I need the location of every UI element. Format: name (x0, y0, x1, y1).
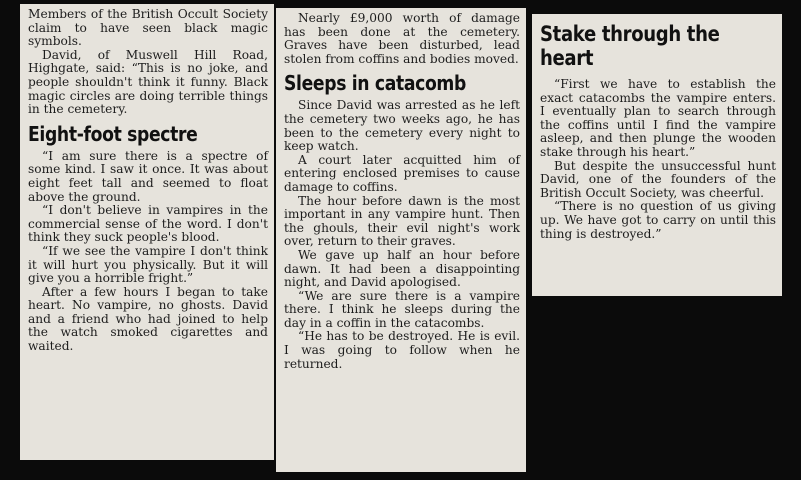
paragraph: “I don't believe in vampires in the commercial sense of the word. I don't think they suck people's blood. (28, 203, 268, 245)
paragraph: “We are sure there is a vampire there. I think he sleeps during the day in a coffin in the catacombs. (284, 288, 520, 330)
clipping-column-3 (532, 14, 782, 296)
subheading: Stake through the heart (540, 22, 720, 70)
paragraph: The hour before dawn is the most important in any vampire hunt. Then the ghouls, their evil night's work over, return to their graves. (284, 193, 520, 249)
paragraph: “He has to be destroyed. He is evil. I was going to follow when he returned. (284, 329, 520, 371)
subheading: Sleeps in catacomb (284, 71, 466, 96)
paragraph: We gave up half an hour before dawn. It had been a disappointing night, and David apologised. (284, 247, 520, 290)
paragraph: “If we see the vampire I don't think it will hurt you physically. But it will give you a horrible fright.” (28, 243, 268, 286)
subheading: Eight-foot spectre (28, 121, 198, 146)
paragraph: David, of Muswell Hill Road, Highgate, said: “This is no joke, and people shouldn't think it funny. Black magic circles are doing terrible things in the cemetery. (28, 47, 268, 117)
paragraph: But despite the unsuccessful hunt David, one of the founders of the British Occult Society, was cheerful. (540, 158, 776, 200)
paragraph: “I am sure there is a spectre of some kind. I saw it once. It was about eight feet tall and seemed to float above the ground. (28, 148, 268, 204)
paragraph: “There is no question of us giving up. We have got to carry on until this thing is destroyed.” (540, 199, 776, 241)
paragraph: Since David was arrested as he left the cemetery two weeks ago, he has been to the cemetery every night to keep watch. (284, 98, 520, 154)
paragraph: After a few hours I began to take heart. No vampire, no ghosts. David and a friend who had joined to help the watch smoked cigarettes and waited. (28, 284, 268, 354)
paragraph: A court later acquitted him of entering enclosed premises to cause damage to coffins. (284, 152, 520, 194)
clipping-column-1 (20, 4, 274, 460)
clipping-column-2 (276, 8, 526, 472)
paragraph: Nearly £9,000 worth of damage has been done at the cemetery. Graves have been disturbed, lead stolen from coffins and bodies moved. (284, 11, 520, 66)
paragraph: Members of the British Occult Society claim to have seen black magic symbols. (28, 7, 268, 49)
paragraph: “First we have to establish the exact catacombs the vampire enters. I eventually plan to search through the coffins until I find the vampire asleep, and then plunge the wooden stake through his heart.” (540, 77, 776, 159)
